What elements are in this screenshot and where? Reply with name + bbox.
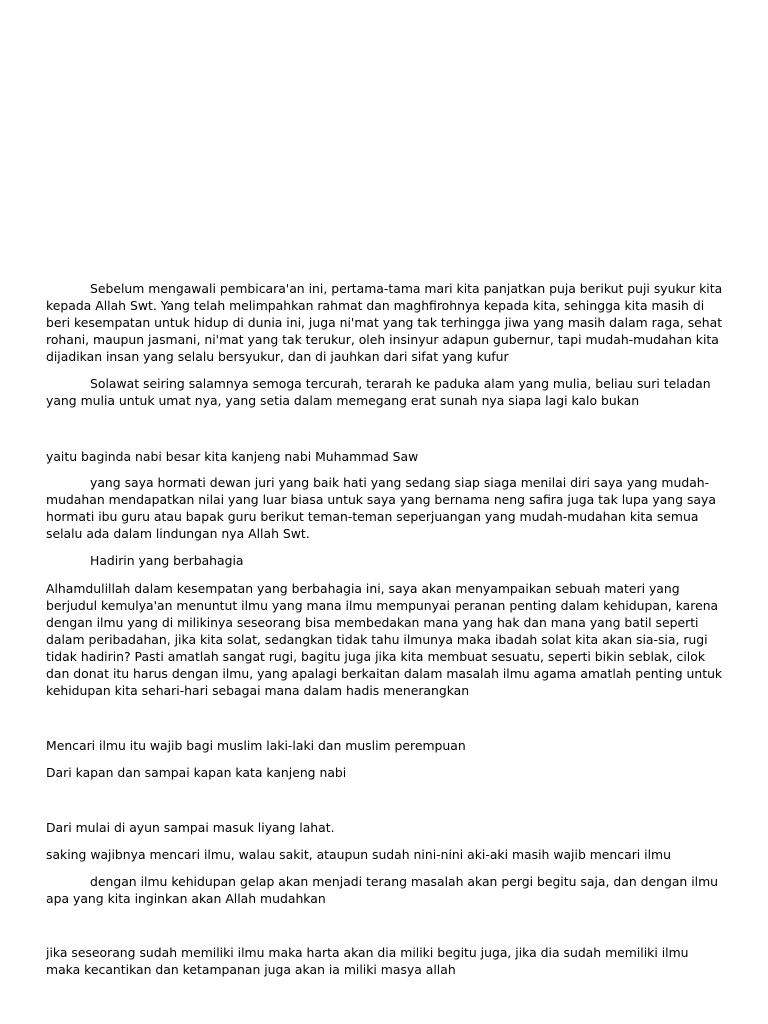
paragraph-greeting: yang saya hormati dewan juri yang baik hati yang sedang siap siaga menilai diri saya yang mudah-mudahan mendapatkan nilai yang luar biasa untuk saya yang bernama neng safira juga tak lupa yang saya hormati ibu guru atau bapak guru berikut teman-teman seperjuangan yang mudah-mudahan kita semua selalu ada dalam lindungan nya Allah Swt. [46,475,716,541]
paragraph-hadis: Mencari ilmu itu wajib bagi muslim laki-laki dan muslim perempuan [46,738,466,753]
paragraph-opening: Sebelum mengawali pembicara'an ini, pertama-tama mari kita panjatkan puja berikut puji syukur kita kepada Allah Swt. Yang telah melimpahkan rahmat dan maghfirohnya kepada kita, sehingga kita masih di beri kesempatan untuk hidup di dunia ini, juga ni'mat yang tak terhingga jiwa yang masih dalam raga, sehat rohani, maupun jasmani, ni'mat yang tak terukur, oleh insinyur adapun gubernur, tapi mudah-mudahan kita dijadikan insan yang selalu bersyukur, dan di jauhkan dari sifat yang kufur [46,281,723,364]
paragraph-nabi: yaitu baginda nabi besar kita kanjeng nabi Muhammad Saw [46,449,419,464]
paragraph-wajib: saking wajibnya mencari ilmu, walau sakit, ataupun sudah nini-nini aki-aki masih wajib mencari ilmu [46,847,671,862]
paragraph-closing: jika seseorang sudah memiliki ilmu maka harta akan dia miliki begitu juga, jika dia sudah memiliki ilmu maka kecantikan dan ketampanan juga akan ia miliki masya allah [46,945,689,977]
paragraph-terang: dengan ilmu kehidupan gelap akan menjadi terang masalah akan pergi begitu saja, dan dengan ilmu apa yang kita inginkan akan Allah mudahkan [46,874,719,906]
paragraph-solawat: Solawat seiring salamnya semoga tercurah, terarah ke paduka alam yang mulia, beliau suri teladan yang mulia untuk umat nya, yang setia dalam memegang erat sunah nya siapa lagi kalo bukan [46,376,711,408]
paragraph-ayun: Dari mulai di ayun sampai masuk liyang lahat. [46,820,335,835]
paragraph-kapan: Dari kapan dan sampai kapan kata kanjeng nabi [46,765,347,780]
paragraph-main: Alhamdulillah dalam kesempatan yang berbahagia ini, saya akan menyampaikan sebuah materi yang berjudul kemulya'an menuntut ilmu yang mana ilmu mempunyai peranan penting dalam kehidupan, karena dengan ilmu yang di milikinya seseorang bisa membedakan mana yang hak dan mana yang batil seperti dalam peribadahan, jika kita solat, sedangkan tidak tahu ilmunya maka ibadah solat kita akan sia-sia, rugi tidak hadirin? Pasti amatlah sangat rugi, bagitu juga jika kita membuat sesuatu, seperti bikin seblak, cilok dan donat itu harus dengan ilmu, yang apalagi berkaitan dalam masalah ilmu agama amatlah penting untuk kehidupan kita sehari-hari sebagai mana dalam hadis menerangkan [46,581,723,698]
paragraph-hadirin: Hadirin yang berbahagia [90,553,244,568]
